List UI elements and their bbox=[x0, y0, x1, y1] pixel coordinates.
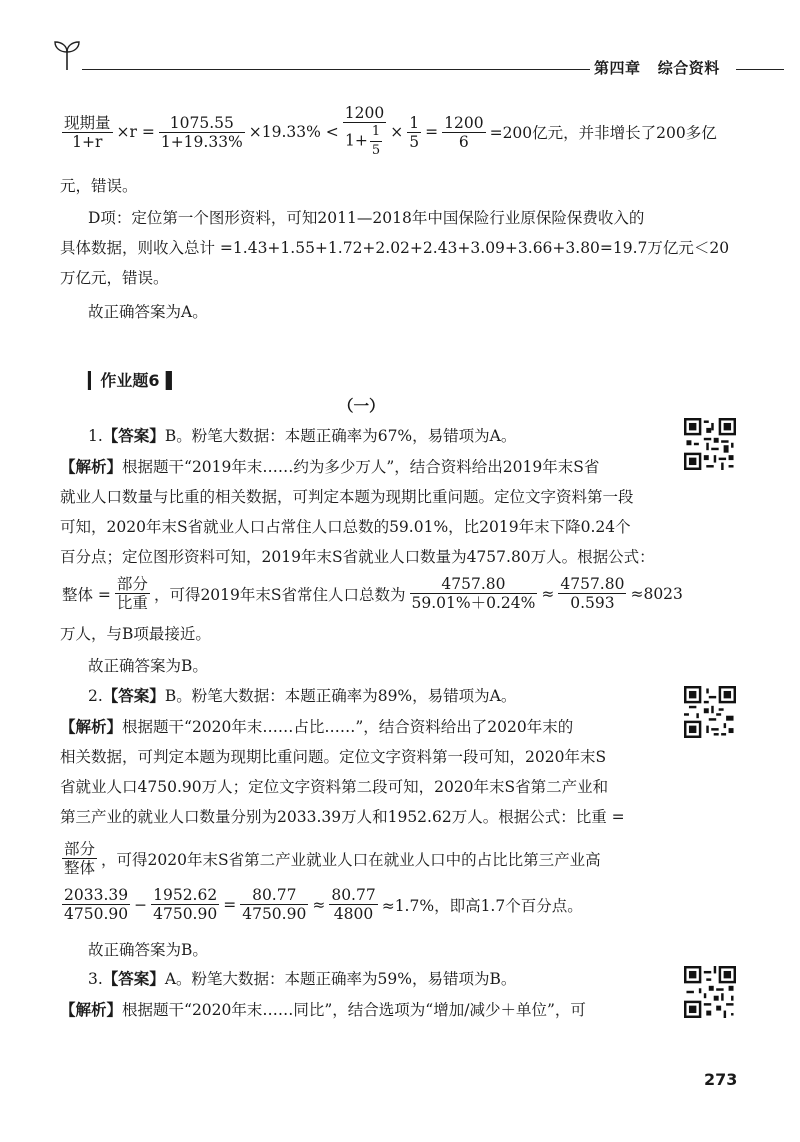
analysis-label: 【解析】 bbox=[60, 1001, 123, 1019]
answer-label: 【答案】 bbox=[102, 970, 165, 988]
formula-text: 整体 = bbox=[62, 585, 111, 604]
q2-formula-a bbox=[60, 840, 603, 877]
frac-den: 4800 bbox=[333, 905, 374, 923]
analysis-label: 【解析】 bbox=[60, 458, 123, 476]
header-rule bbox=[82, 69, 590, 70]
formula-text: ≈1.7%，即高1.7个百分点。 bbox=[381, 896, 583, 915]
frac-den: 1+19.33% bbox=[160, 132, 243, 151]
formula-1 bbox=[60, 104, 719, 160]
operator: ×19.33% < bbox=[248, 123, 339, 141]
operator: = bbox=[425, 123, 439, 141]
q2-analysis-line: 相关数据，可判定本题为现期比重问题。定位文字资料第一段可知，2020年末S bbox=[60, 748, 607, 766]
q1-conclusion: 故正确答案为B。 bbox=[88, 657, 208, 675]
frac-num: 4757.80 bbox=[560, 575, 625, 593]
frac-den: 6 bbox=[458, 132, 469, 151]
q1-formula bbox=[60, 575, 685, 612]
header-rule-right bbox=[736, 69, 784, 70]
analysis-text: 根据题干“2020年末……占比……”，结合资料给出了2020年末的 bbox=[122, 718, 574, 736]
section-title: ▎作业题6▐ bbox=[88, 371, 172, 390]
frac-num: 80.77 bbox=[331, 886, 376, 904]
q1-analysis-line: 就业人口数量与比重的相关数据，可判定本题为现期比重问题。定位文字资料第一段 bbox=[60, 488, 634, 506]
frac-num: 1200 bbox=[444, 113, 484, 132]
frac-num: 部分 bbox=[64, 840, 96, 858]
answer-text: B。粉笔大数据：本题正确率为89%，易错项为A。 bbox=[164, 687, 517, 705]
question-number: 2. bbox=[88, 687, 103, 705]
operator: × bbox=[390, 123, 404, 141]
operator: ×r = bbox=[116, 123, 155, 141]
q3-answer bbox=[88, 969, 516, 989]
option-d-line: 万亿元，错误。 bbox=[60, 269, 169, 287]
analysis-text: 根据题干“2020年末……同比”，结合选项为“增加/减少＋单位”，可 bbox=[122, 1001, 586, 1019]
conclusion: 故正确答案为A。 bbox=[88, 303, 208, 321]
frac-num: 1 bbox=[370, 123, 382, 142]
operator: ≈ bbox=[312, 895, 326, 914]
q2-formula-b bbox=[60, 886, 585, 923]
qr-code-q1[interactable] bbox=[684, 418, 736, 470]
option-d-line: D项：定位第一个图形资料，可知2011—2018年中国保险行业原保险保费收入的 bbox=[88, 209, 645, 227]
frac-num: 4757.80 bbox=[410, 575, 538, 594]
frac-den: 4750.90 bbox=[64, 905, 129, 923]
formula-text: ，可得2019年末S省常住人口总数为 bbox=[153, 585, 406, 604]
chapter-section: 综合资料 bbox=[657, 59, 720, 77]
sprout-icon bbox=[52, 38, 82, 72]
chapter-header bbox=[594, 57, 720, 78]
frac-num: 80.77 bbox=[240, 886, 308, 905]
frac-num: 现期量 bbox=[64, 113, 111, 132]
q1-analysis-line: 百分点；定位图形资料可知，2019年末S省就业人口数量为4757.80万人。根据公式： bbox=[60, 548, 655, 566]
frac-den: 5 bbox=[409, 132, 420, 151]
q1-answer bbox=[88, 426, 516, 446]
analysis-label: 【解析】 bbox=[60, 718, 123, 736]
q2-analysis-line: 第三产业的就业人口数量分别为2033.39万人和1952.62万人。根据公式：比重 = bbox=[60, 808, 625, 826]
chapter-number: 第四章 bbox=[594, 59, 641, 77]
frac-den: 0.593 bbox=[570, 594, 615, 612]
analysis-text: 根据题干“2019年末……约为多少万人”，结合资料给出2019年末S省 bbox=[122, 458, 600, 476]
operator: − bbox=[134, 895, 148, 914]
q2-analysis-line: 省就业人口4750.90万人；定位文字资料第二段可知，2020年末S省第二产业和 bbox=[60, 778, 609, 796]
frac-den: 4750.90 bbox=[153, 905, 218, 923]
q1-analysis-line: 可知，2020年末S省就业人口占常住人口总数的59.01%，比2019年末下降0.24个 bbox=[60, 518, 631, 536]
frac-num: 2033.39 bbox=[64, 886, 129, 904]
frac-num: 部分 bbox=[116, 575, 148, 593]
operator: ≈ bbox=[541, 584, 555, 603]
frac-den: 5 bbox=[371, 143, 381, 158]
section-title-text: 作业题6 bbox=[100, 371, 160, 390]
q2-conclusion: 故正确答案为B。 bbox=[88, 941, 208, 959]
answer-text: B。粉笔大数据：本题正确率为67%，易错项为A。 bbox=[164, 427, 517, 445]
operator: = bbox=[223, 895, 237, 914]
frac-den: 4750.90 bbox=[242, 905, 307, 923]
q2-analysis-line bbox=[60, 717, 573, 737]
question-number: 3. bbox=[88, 970, 103, 988]
q1-tail: 万人，与B项最接近。 bbox=[60, 625, 211, 643]
answer-label: 【答案】 bbox=[102, 427, 165, 445]
qr-code-q2[interactable] bbox=[684, 686, 736, 738]
frac-num: 1200 bbox=[344, 104, 385, 122]
frac-num: 1952.62 bbox=[153, 886, 218, 904]
frac-num: 1 bbox=[409, 113, 420, 132]
answer-text: A。粉笔大数据：本题正确率为59%，易错项为B。 bbox=[164, 970, 517, 988]
frac-den: 整体 bbox=[64, 859, 96, 877]
question-number: 1. bbox=[88, 427, 103, 445]
answer-label: 【答案】 bbox=[102, 687, 165, 705]
qr-code-q3[interactable] bbox=[684, 966, 736, 1018]
q1-analysis-line bbox=[60, 457, 599, 477]
frac-den: 59.01%＋0.24% bbox=[411, 594, 536, 612]
operator: ≈8023 bbox=[630, 584, 683, 603]
frac-den: 1+r bbox=[72, 132, 103, 151]
option-d-line: 具体数据，则收入总计 =1.43+1.55+1.72+2.02+2.43+3.09+3.66+3.80=19.7万亿元＜20 bbox=[60, 239, 730, 257]
frac-num: 1075.55 bbox=[159, 114, 245, 133]
formula-result: =200亿元，并非增长了200多亿 bbox=[489, 124, 717, 142]
formula-text: ，可得2020年末S省第二产业就业人口在就业人口中的占比比第三产业高 bbox=[101, 850, 601, 869]
q3-analysis-line bbox=[60, 1000, 586, 1020]
frac-den: 1+ bbox=[344, 131, 368, 150]
subsection-title: （一） bbox=[338, 397, 385, 415]
frac-den: 比重 bbox=[116, 594, 148, 612]
paragraph: 元，错误。 bbox=[60, 177, 138, 195]
page-number: 273 bbox=[704, 1070, 738, 1089]
q2-answer bbox=[88, 686, 516, 706]
